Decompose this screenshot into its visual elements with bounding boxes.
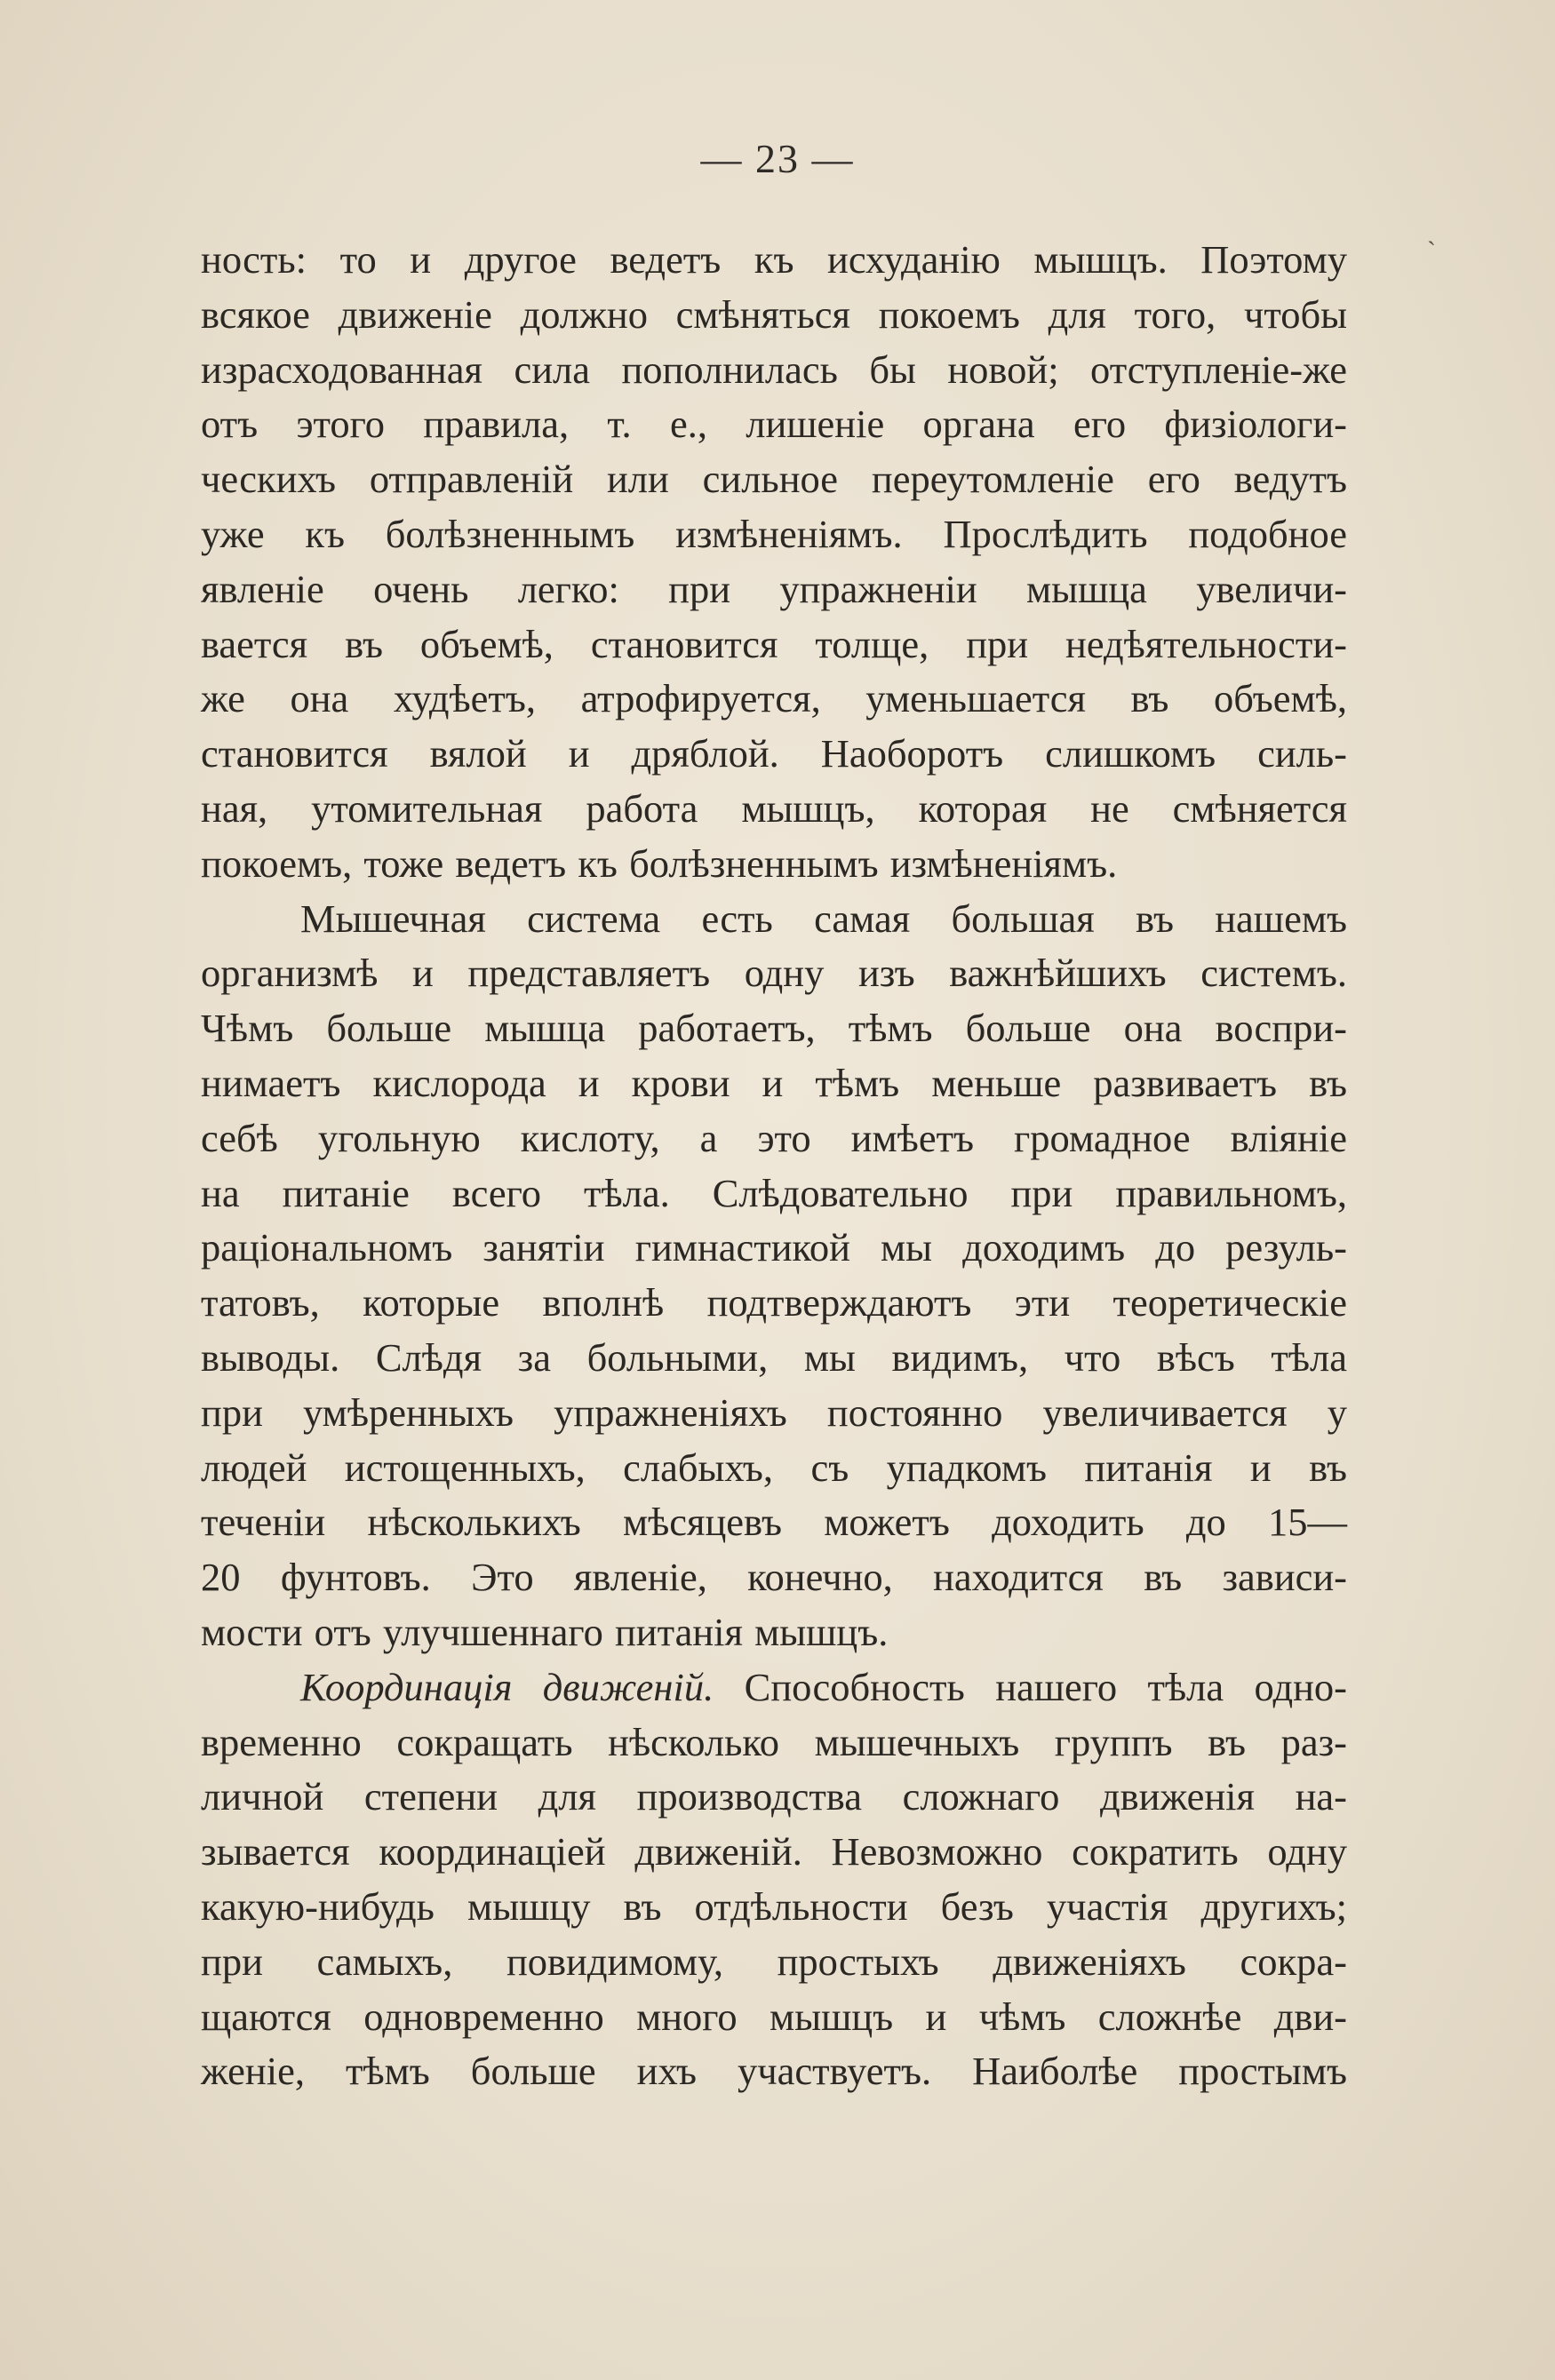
text-run: Способность нашего тѣла одно- xyxy=(744,1664,1348,1709)
text-line: мости отъ улучшеннаго питанія мышцъ. xyxy=(201,1609,889,1654)
text-line: женіе, тѣмъ больше ихъ участвуетъ. Наиболѣе простымъ xyxy=(201,2049,1347,2094)
text-line: вается въ объемѣ, становится толще, при недѣятельности- xyxy=(201,621,1347,666)
text-line: выводы. Слѣдя за больными, мы видимъ, что вѣсъ тѣла xyxy=(201,1334,1347,1380)
text-line: ность: то и другое ведетъ къ исхуданію мышцъ. Поэтому xyxy=(201,237,1347,282)
text-line: 20 фунтовъ. Это явленіе, конечно, находится въ зависи- xyxy=(201,1555,1347,1600)
text-line: зывается координаціей движеній. Невозможно сократить одну xyxy=(201,1829,1347,1875)
text-line: при самыхъ, повидимому, простыхъ движеніяхъ сокра- xyxy=(201,1938,1347,1984)
text-line: личной степени для производства сложнаго движенія на- xyxy=(201,1774,1347,1819)
text-line: становится вялой и дряблой. Наоборотъ слишкомъ силь- xyxy=(201,731,1347,776)
text-line: нимаетъ кислорода и крови и тѣмъ меньше развиваетъ въ xyxy=(201,1060,1347,1105)
text-line: раціональномъ занятіи гимнастикой мы доходимъ до резуль- xyxy=(201,1225,1347,1270)
text-line: покоемъ, тоже ведетъ къ болѣзненнымъ измѣненіямъ. xyxy=(201,840,1118,886)
text-line: ная, утомительная работа мышцъ, которая не смѣняется xyxy=(201,785,1347,831)
page-number: — 23 — xyxy=(700,136,855,181)
text-line: же она худѣетъ, атрофируется, уменьшается въ объемѣ, xyxy=(201,676,1347,721)
text-line: на питаніе всего тѣла. Слѣдовательно при правильномъ, xyxy=(201,1170,1347,1215)
paragraph-3 xyxy=(201,1660,1347,2099)
section-heading: Координація движеній. xyxy=(300,1664,714,1709)
text-line: людей истощенныхъ, слабыхъ, съ упадкомъ питанія и въ xyxy=(201,1445,1347,1490)
margin-mark-icon: ˋ xyxy=(1427,236,1436,266)
paragraph-1 xyxy=(201,233,1347,892)
text-line xyxy=(201,1660,1347,1715)
paragraph-2 xyxy=(201,892,1347,1660)
text-line: себѣ угольную кислоту, а это имѣетъ громадное вліяніе xyxy=(201,1115,1347,1160)
text-line: какую-нибудь мышцу въ отдѣльности безъ участія другихъ; xyxy=(201,1883,1347,1929)
text-line: уже къ болѣзненнымъ измѣненіямъ. Прослѣдить подобное xyxy=(201,511,1347,556)
text-line: отъ этого правила, т. е., лишеніе органа его физіологи- xyxy=(201,402,1347,447)
text-line: Чѣмъ больше мышца работаетъ, тѣмъ больше она воспри- xyxy=(201,1006,1347,1051)
text-line: щаются одновременно много мышцъ и чѣмъ сложнѣе дви- xyxy=(201,1994,1347,2039)
text-line: всякое движеніе должно смѣняться покоемъ для того, чтобы xyxy=(201,291,1347,337)
text-line: временно сокращать нѣсколько мышечныхъ группъ въ раз- xyxy=(201,1719,1347,1764)
text-line: ческихъ отправленій или сильное переутомленіе его ведутъ xyxy=(201,457,1347,502)
text-line: организмѣ и представляетъ одну изъ важнѣйшихъ системъ. xyxy=(201,951,1347,996)
text-line: израсходованная сила пополнилась бы новой; отступленіе-же xyxy=(201,346,1347,392)
body-text xyxy=(201,233,1347,2099)
text-line: татовъ, которые вполнѣ подтверждаютъ эти теоретическіе xyxy=(201,1280,1347,1325)
text-line: Мышечная система есть самая большая въ нашемъ xyxy=(300,895,1347,941)
text-line: теченіи нѣсколькихъ мѣсяцевъ можетъ доходить до 15— xyxy=(201,1500,1347,1545)
text-line: при умѣренныхъ упражненіяхъ постоянно увеличивается у xyxy=(201,1389,1347,1435)
text-line: явленіе очень легко: при упражненіи мышца увеличи- xyxy=(201,566,1347,611)
